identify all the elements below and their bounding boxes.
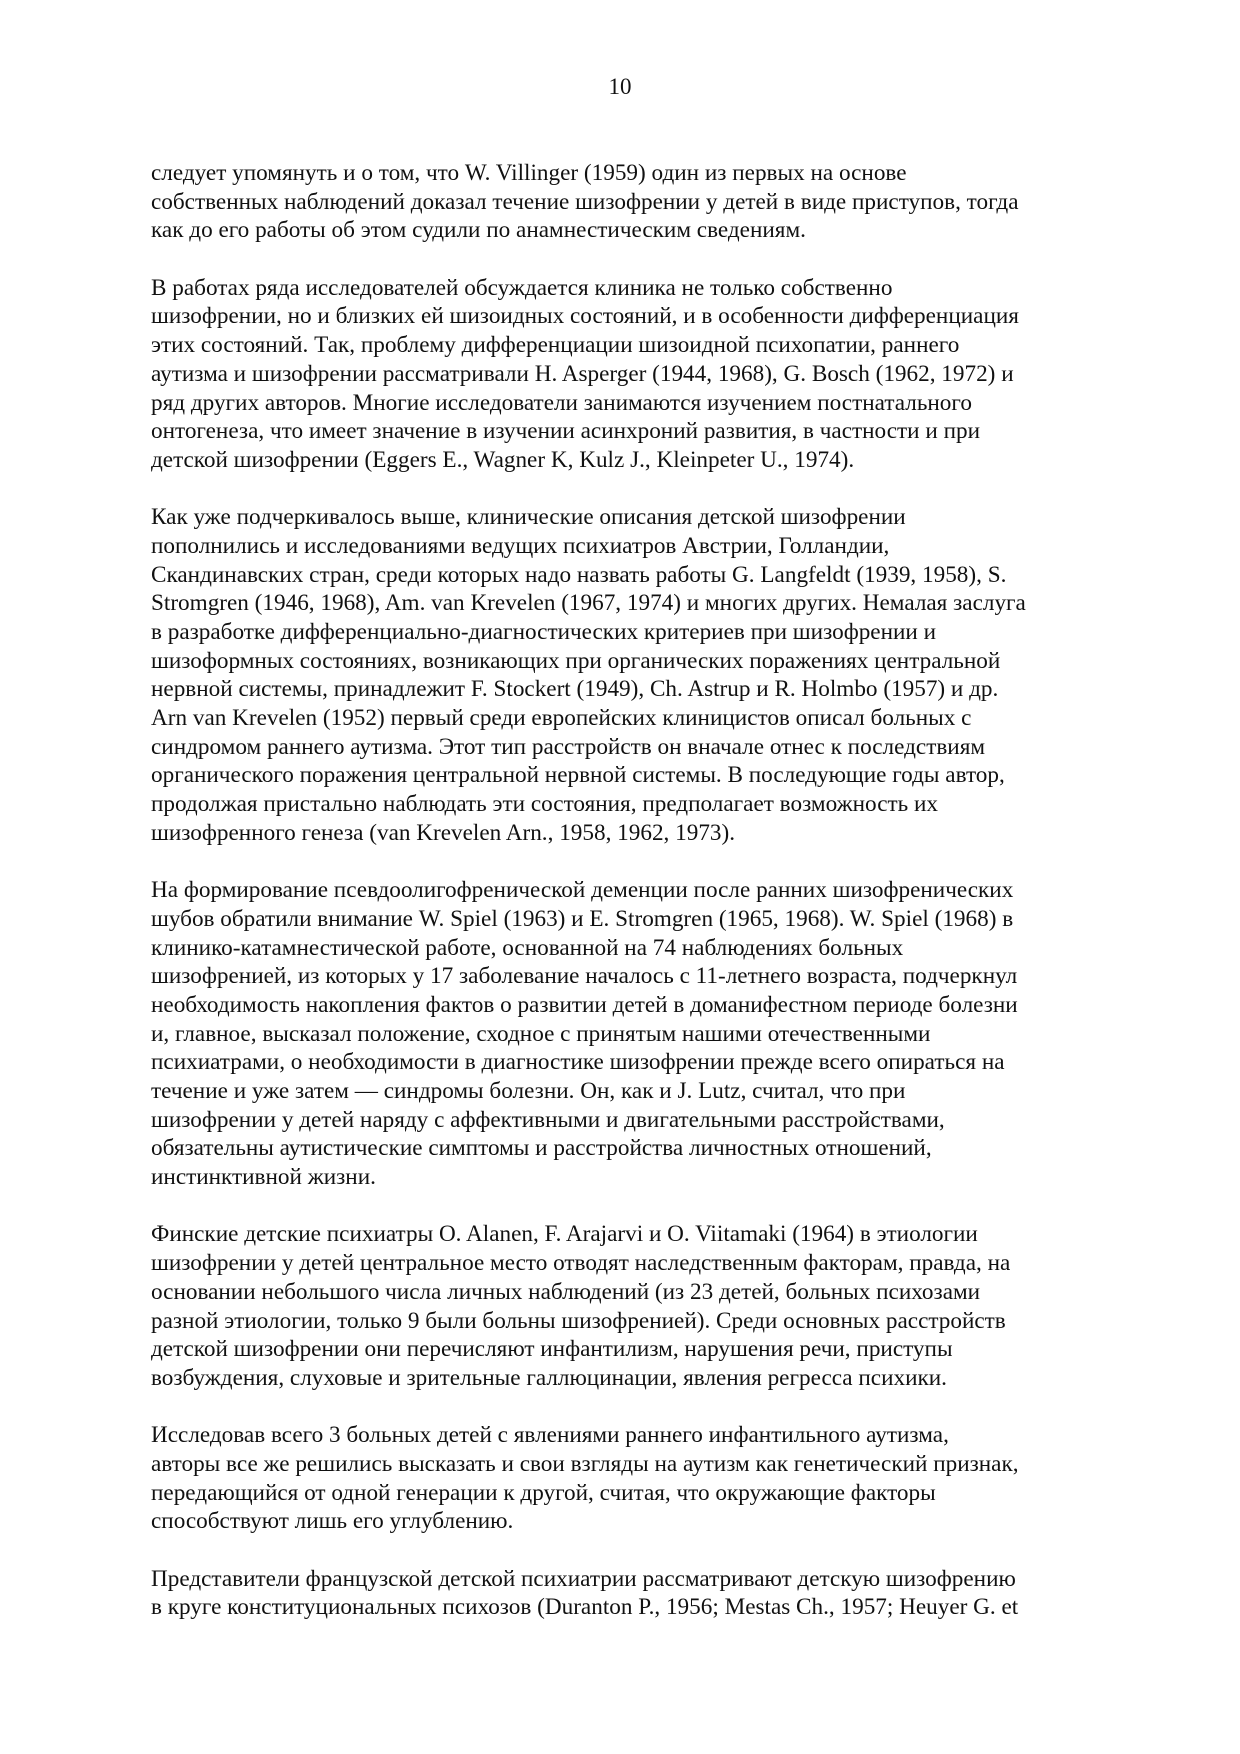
text-line: Исследовав всего 3 больных детей с явлениями раннего инфантильного аутизма,: [151, 1422, 949, 1449]
text-line: и, главное, высказал положение, сходное с принятым нашими отечественными: [151, 1020, 931, 1047]
paragraph-2: [151, 274, 1101, 475]
paragraph-7: [151, 1565, 1101, 1622]
text-line: Как уже подчеркивалось выше, клинические описания детской шизофрении: [151, 504, 906, 531]
text-line: клинико-катамнестической работе, основанной на 74 наблюдениях больных: [151, 934, 904, 961]
text-line: аутизма и шизофрении рассматривали H. Asperger (1944, 1968), G. Bosch (1962, 1972) и: [151, 360, 1014, 387]
text-line: На формирование псевдоолигофренической деменции после ранних шизофренических: [151, 877, 1014, 904]
text-line: психиатрами, о необходимости в диагностике шизофрении прежде всего опираться на: [151, 1049, 1005, 1076]
text-line: обязательны аутистические симптомы и расстройства личностных отношений,: [151, 1135, 932, 1162]
text-line: следует упомянуть и о том, что W. Villinger (1959) один из первых на основе: [151, 160, 907, 186]
text-line: передающийся от одной генерации к другой, считая, что окружающие факторы: [151, 1479, 936, 1506]
text-line: шизофренного генеза (van Krevelen Arn., 1958, 1962, 1973).: [151, 819, 736, 846]
page-number: 10: [608, 74, 632, 99]
text-line: пополнились и исследованиями ведущих психиатров Австрии, Голландии,: [151, 532, 890, 559]
text-line: шубов обратили внимание W. Spiel (1963) и E. Stromgren (1965, 1968). W. Spiel (1968) в: [151, 905, 1014, 932]
text-line: возбуждения, слуховые и зрительные галлюцинации, явления регресса психики.: [151, 1364, 947, 1391]
paragraph-1: [151, 159, 1101, 245]
text-line: как до его работы об этом судили по анамнестическим сведениям.: [151, 217, 806, 244]
text-line: онтогенеза, что имеет значение в изучении асинхроний развития, в частности и при: [151, 418, 980, 445]
text-line: в круге конституциональных психозов (Duranton P., 1956; Mestas Ch., 1957; Heuyer G. et: [151, 1594, 1019, 1621]
text-line: в разработке дифференциально-диагностических критериев при шизофрении и: [151, 619, 937, 645]
text-line: разной этиологии, только 9 были больны шизофренией). Среди основных расстройств: [151, 1307, 1006, 1334]
text-line: основании небольшого числа личных наблюдений (из 23 детей, больных психозами: [151, 1278, 981, 1305]
body-text: [151, 159, 1101, 1651]
text-line: способствуют лишь его углублению.: [151, 1508, 514, 1535]
text-line: Stromgren (1946, 1968), Am. van Krevelen (1967, 1974) и многих других. Немалая заслуга: [151, 590, 1026, 617]
text-line: синдромом раннего аутизма. Этот тип расстройств он вначале отнес к последствиям: [151, 733, 986, 760]
text-line: течение и уже затем — синдромы болезни. Он, как и J. Lutz, считал, что при: [151, 1078, 906, 1104]
text-line: ряд других авторов. Многие исследователи занимаются изучением постнатального: [151, 389, 972, 416]
text-line: Arn van Krevelen (1952) первый среди европейских клиницистов описал больных с: [151, 705, 972, 732]
paragraph-3: [151, 503, 1101, 847]
text-line: авторы все же решились высказать и свои взгляды на аутизм как генетический признак,: [151, 1450, 1019, 1477]
text-line: детской шизофрении (Eggers E., Wagner K, Kulz J., Kleinpeter U., 1974).: [151, 446, 855, 473]
text-line: Представители французской детской психиатрии рассматривают детскую шизофрению: [151, 1565, 1016, 1592]
text-line: шизофрении, но и близких ей шизоидных состояний, и в особенности дифференциация: [151, 303, 1019, 330]
text-line: нервной системы, принадлежит F. Stockert (1949), Ch. Astrup и R. Holmbo (1957) и др.: [151, 676, 999, 703]
text-line: шизофрении у детей центральное место отводят наследственным факторам, правда, на: [151, 1250, 1011, 1277]
text-line: Финские детские психиатры O. Alanen, F. Arajarvi и O. Viitamaki (1964) в этиологии: [151, 1221, 978, 1248]
text-line: шизоформных состояниях, возникающих при органических поражениях центральной: [151, 647, 1001, 674]
text-line: органического поражения центральной нервной системы. В последующие годы автор,: [151, 762, 1005, 789]
text-line: этих состояний. Так, проблему дифференциации шизоидной психопатии, раннего: [151, 332, 960, 359]
text-line: продолжая пристально наблюдать эти состояния, предполагает возможность их: [151, 791, 938, 818]
text-line: детской шизофрении они перечисляют инфантилизм, нарушения речи, приступы: [151, 1336, 953, 1363]
text-line: необходимость накопления фактов о развитии детей в доманифестном периоде болезни: [151, 991, 1018, 1018]
text-line: инстинктивной жизни.: [151, 1164, 376, 1191]
text-line: собственных наблюдений доказал течение шизофрении у детей в виде приступов, тогда: [151, 188, 1019, 215]
text-line: Скандинавских стран, среди которых надо назвать работы G. Langfeldt (1939, 1958), S.: [151, 561, 1007, 588]
paragraph-4: [151, 876, 1101, 1192]
text-line: шизофрении у детей наряду с аффективными и двигательными расстройствами,: [151, 1106, 945, 1133]
paragraph-6: [151, 1421, 1101, 1536]
text-line: В работах ряда исследователей обсуждается клиника не только собственно: [151, 274, 893, 301]
paragraph-5: [151, 1220, 1101, 1392]
text-line: шизофренией, из которых у 17 заболевание началось с 11-летнего возраста, подчеркнул: [151, 963, 1018, 990]
